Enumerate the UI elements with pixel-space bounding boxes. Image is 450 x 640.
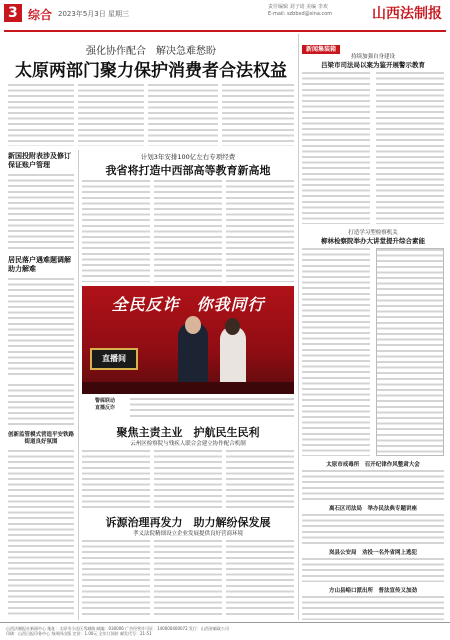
education-body-col1 bbox=[82, 180, 150, 282]
right-story4-body bbox=[302, 514, 444, 544]
right-story4-headline: 离石区司法局 举办民法典专题讲座 bbox=[328, 506, 417, 512]
right-story3-body bbox=[302, 470, 444, 500]
right-story1-body-b bbox=[376, 72, 444, 224]
photo-caption-body bbox=[130, 398, 294, 418]
left-story3-body bbox=[8, 450, 74, 618]
news-box-label-text: 新闻集装箱 bbox=[302, 45, 340, 54]
right-story6-headline: 方山县峪口派出所 普法宣传又加劲 bbox=[328, 588, 417, 594]
right-story6-body bbox=[302, 596, 444, 620]
right-story2-body-a bbox=[302, 248, 370, 456]
left-story1-body bbox=[8, 174, 74, 252]
photo-caption-title: 警媒联动 直播反诈 bbox=[94, 398, 115, 411]
column-divider bbox=[78, 150, 79, 620]
promo-body-col2 bbox=[154, 450, 222, 508]
right-story1-headline: 吕梁市司法局以案为鉴开展警示教育 bbox=[321, 61, 425, 69]
stage-floor bbox=[82, 382, 294, 394]
promo-body-col1 bbox=[82, 450, 150, 508]
protect-body-col1 bbox=[82, 540, 150, 618]
police-officer-head bbox=[185, 316, 201, 334]
editor-credits: 责任编辑 刘子琦 美编 李欢 E-mail: szbbxd@sina.com bbox=[268, 4, 333, 17]
left-continued-body bbox=[8, 384, 74, 428]
anti-fraud-photo bbox=[82, 286, 294, 394]
host-head bbox=[225, 318, 240, 335]
promo-subhead: 云州区检察院与残疾人联合会建立协作配合机制 bbox=[130, 441, 246, 447]
page-number: 3 bbox=[4, 4, 22, 22]
masthead-logo: 山西法制报 bbox=[372, 6, 442, 22]
protect-subhead: 孝义法院精细设立企业发展提供良好营商环境 bbox=[132, 531, 243, 537]
tv-screen-icon bbox=[90, 348, 138, 370]
footer-line2: 印刷：山西日报印务中心 每周四出版 定价：1.00元 全年订阅价 邮发代号：21-51 bbox=[6, 631, 152, 636]
photo-banner-text: 全民反诈 你我同行 bbox=[111, 295, 265, 314]
right-story2-quote-box bbox=[376, 248, 444, 456]
right-story3-headline: 太原市戒毒所 召开纪律作风整肃大会 bbox=[326, 462, 420, 468]
promo-headline: 聚焦主责主业 护航民生民利 bbox=[116, 426, 260, 439]
right-story1-kicker: 持续加强自身建设 bbox=[350, 54, 395, 60]
protect-headline: 诉源治理再发力 助力解纷保发展 bbox=[105, 516, 271, 529]
page-header bbox=[0, 0, 450, 30]
lead-kicker: 强化协作配合 解决急难愁盼 bbox=[86, 46, 216, 57]
protect-body-col2 bbox=[154, 540, 222, 618]
left-story2-body bbox=[8, 278, 74, 378]
left-story1-headline: 新国投附表涉及修订保证账户管理 bbox=[8, 152, 71, 169]
education-body-col3 bbox=[226, 180, 294, 282]
right-story1-body-a bbox=[302, 72, 370, 224]
education-body-col2 bbox=[154, 180, 222, 282]
protect-body-col3 bbox=[226, 540, 294, 618]
promo-body-col3 bbox=[226, 450, 294, 508]
header-rule bbox=[4, 30, 446, 32]
tv-label: 直播间 bbox=[102, 354, 126, 363]
right-story5-headline: 岚县公安局 劝投一名外省网上逃犯 bbox=[328, 550, 417, 556]
education-headline: 我省将打造中西部高等教育新高地 bbox=[105, 164, 271, 177]
right-story2-headline: 柳林检察院举办大讲堂提升综合素能 bbox=[321, 237, 425, 245]
left-story2-headline: 居民落户遇难题调解助力解难 bbox=[8, 256, 71, 273]
issue-date: 2023年5月3日 星期三 bbox=[58, 10, 129, 18]
lead-body-col3 bbox=[148, 84, 218, 146]
lead-body-col4 bbox=[222, 84, 294, 146]
right-column-divider bbox=[298, 34, 299, 620]
right-story2-kicker: 打造学习型检察机关 bbox=[348, 230, 398, 236]
news-box-label bbox=[302, 36, 444, 53]
lead-body-col2 bbox=[78, 84, 144, 146]
lead-headline: 太原两部门聚力保护消费者合法权益 bbox=[15, 61, 287, 81]
page-footer bbox=[0, 622, 450, 640]
right-story5-body bbox=[302, 558, 444, 582]
education-kicker: 计划3年安排100亿左右专项经费 bbox=[140, 153, 236, 161]
left-story3-headline: 创新监管模式营造平安铁路街道良好氛围 bbox=[8, 432, 75, 445]
footer-line1: 山西法制报社新闻中心 地址：太原市小店区坞城路 邮编：030006 广告经营许可证：140000400072 发行：山西省邮政公司 bbox=[6, 626, 229, 631]
lead-body-col1 bbox=[8, 84, 74, 146]
section-name: 综合 bbox=[28, 8, 53, 22]
